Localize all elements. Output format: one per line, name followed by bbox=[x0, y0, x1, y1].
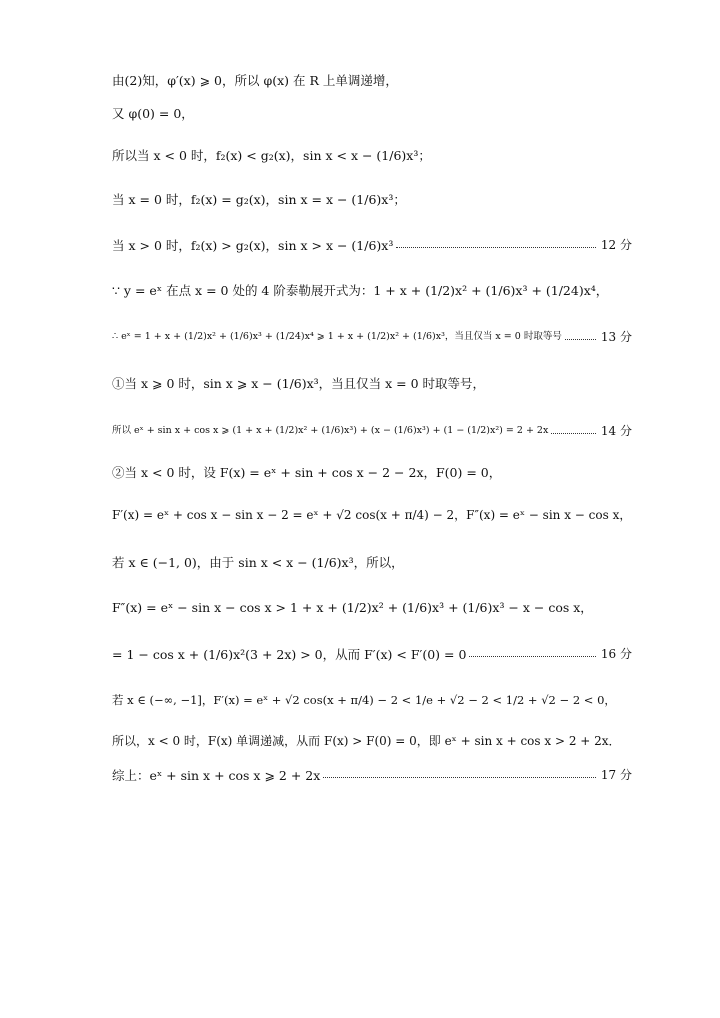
line-text: = 1 − cos x + (1/6)x²(3 + 2x) > 0，从而 F′(x) < F′(0) = 0 bbox=[112, 646, 467, 662]
dot-leader bbox=[469, 655, 595, 657]
scored-line bbox=[112, 758, 632, 792]
line-text: F′(x) = eˣ + cos x − sin x − 2 = eˣ + √2 cos(x + π/4) − 2，F″(x) = eˣ − sin x − cos x， bbox=[112, 507, 632, 522]
text-line bbox=[112, 96, 632, 130]
text-line bbox=[112, 545, 632, 579]
scored-line bbox=[112, 637, 632, 671]
text-line bbox=[112, 63, 632, 97]
score-label: 12 分 bbox=[600, 237, 632, 252]
text-line bbox=[112, 182, 632, 216]
score-label: 13 分 bbox=[600, 329, 632, 344]
score-label: 14 分 bbox=[600, 423, 632, 438]
dot-leader bbox=[565, 338, 596, 340]
line-text: 又 φ(0) = 0， bbox=[112, 105, 194, 121]
line-text: 当 x > 0 时，f₂(x) > g₂(x)，sin x > x − (1/6)x³ bbox=[112, 237, 394, 253]
text-line bbox=[112, 455, 632, 489]
line-text: 若 x ∈ (−1, 0)，由于 sin x < x − (1/6)x³，所以， bbox=[112, 554, 404, 570]
line-text: 当 x = 0 时，f₂(x) = g₂(x)，sin x = x − (1/6)x³； bbox=[112, 191, 406, 207]
line-text: ①当 x ⩾ 0 时，sin x ⩾ x − (1/6)x³，当且仅当 x = 0 时取等号， bbox=[112, 375, 486, 391]
scored-line bbox=[112, 228, 632, 262]
line-text: 所以当 x < 0 时，f₂(x) < g₂(x)，sin x < x − (1/6)x³； bbox=[112, 147, 431, 163]
line-text: 若 x ∈ (−∞, −1]，F′(x) = eˣ + √2 cos(x + π/4) − 2 < 1/e + √2 − 2 < 1/2 + √2 − 2 < 0， bbox=[112, 693, 616, 708]
line-text: F″(x) = eˣ − sin x − cos x > 1 + x + (1/2)x² + (1/6)x³ + (1/6)x³ − x − cos x， bbox=[112, 599, 593, 615]
line-text: ∴ eˣ = 1 + x + (1/2)x² + (1/6)x³ + (1/24)x⁴ ⩾ 1 + x + (1/2)x² + (1/6)x³，当且仅当 x = 0 时取等号 bbox=[112, 331, 562, 343]
text-line bbox=[112, 366, 632, 400]
line-text: ∵ y = eˣ 在点 x = 0 处的 4 阶泰勒展开式为：1 + x + (1/2)x² + (1/6)x³ + (1/24)x⁴， bbox=[112, 282, 609, 298]
text-line bbox=[112, 138, 632, 172]
line-text: ②当 x < 0 时，设 F(x) = eˣ + sin + cos x − 2 − 2x，F(0) = 0， bbox=[112, 464, 502, 480]
text-line bbox=[112, 590, 632, 624]
dot-leader bbox=[551, 432, 596, 434]
scored-line bbox=[112, 414, 632, 448]
text-line bbox=[112, 724, 632, 758]
score-label: 17 分 bbox=[600, 767, 632, 782]
line-text: 由(2)知，φ′(x) ⩾ 0，所以 φ(x) 在 R 上单调递增， bbox=[112, 72, 398, 88]
score-label: 16 分 bbox=[600, 646, 632, 661]
scored-line bbox=[112, 320, 632, 354]
line-text: 综上：eˣ + sin x + cos x ⩾ 2 + 2x bbox=[112, 767, 321, 783]
text-line bbox=[112, 273, 632, 307]
line-text: 所以 eˣ + sin x + cos x ⩾ (1 + x + (1/2)x² + (1/6)x³) + (x − (1/6)x³) + (1 − (1/2)x²) = 2 + 2x bbox=[112, 425, 549, 437]
dot-leader bbox=[323, 776, 596, 778]
text-line bbox=[112, 498, 632, 532]
line-text: 所以，x < 0 时，F(x) 单调递减，从而 F(x) > F(0) = 0，即 eˣ + sin x + cos x > 2 + 2x． bbox=[112, 733, 621, 748]
text-line bbox=[112, 684, 632, 718]
dot-leader bbox=[396, 246, 596, 248]
